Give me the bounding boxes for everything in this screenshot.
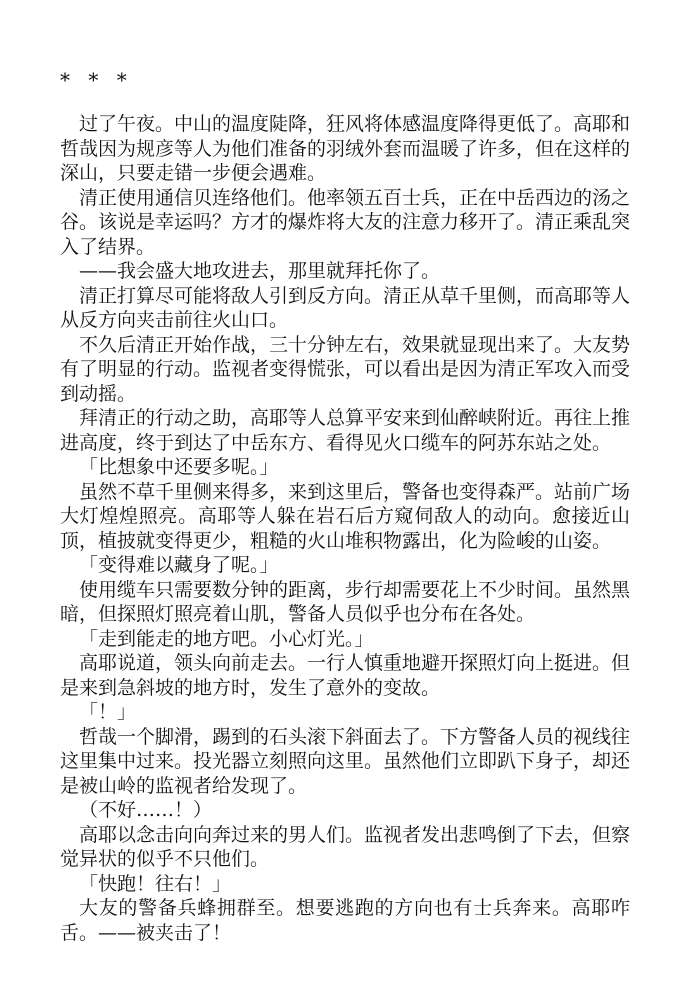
paragraph: 大友的警备兵蜂拥群至。想要逃跑的方向也有士兵奔来。高耶咋舌。——被夹击了！ xyxy=(60,897,630,944)
paragraph: 高耶说道，领头向前走去。一行人慎重地避开探照灯向上挺进。但是来到急斜坡的地方时，发生了意外的变故。 xyxy=(60,652,631,699)
paragraph: 使用缆车只需要数分钟的距离，步行却需要花上不少时间。虽然黑暗，但探照灯照亮着山肌，警备人员似乎也分布在各处。 xyxy=(60,578,631,625)
inner-thought-line: （不好……！） xyxy=(79,799,213,821)
document-page xyxy=(60,68,630,945)
paragraph: 拜清正的行动之助，高耶等人总算平安来到仙醉峡附近。再往上推进高度，终于到达了中岳东方、看得见火口缆车的阿苏东站之处。 xyxy=(60,407,631,454)
paragraph: 哲哉一个脚滑，踢到的石头滚下斜面去了。下方警备人员的视线往这里集中过来。投光器立刻照向这里。虽然他们立即趴下身子，却还是被山岭的监视者给发现了。 xyxy=(60,725,631,797)
dialogue-line: 「快跑！往右！」 xyxy=(79,872,232,895)
paragraph: 不久后清正开始作战，三十分钟左右，效果就显现出来了。大友势有了明显的行动。监视者变得慌张，可以看出是因为清正军攻入而受到动摇。 xyxy=(60,333,631,405)
dialogue-line: 「变得难以藏身了呢。」 xyxy=(79,554,279,576)
paragraph: ——我会盛大地攻进去，那里就拜托你了。 xyxy=(79,260,441,282)
paragraph: 虽然不草千里侧来得多，来到这里后，警备也变得森严。站前广场大灯煌煌照亮。高耶等人躲在岩石后方窥伺敌人的动向。愈接近山顶，植披就变得更少，粗糙的火山堆积物露出，化为险峻的山姿。 xyxy=(60,480,631,552)
dialogue-line: 「比想象中还要多呢。」 xyxy=(79,456,279,478)
section-divider: * * * xyxy=(60,68,133,92)
paragraph: 高耶以念击向向奔过来的男人们。监视者发出悲鸣倒了下去，但察觉异状的似乎不只他们。 xyxy=(60,823,631,870)
paragraph: 清正使用通信贝连络他们。他率领五百士兵，正在中岳西边的汤之谷。该说是幸运吗？方才的爆炸将大友的注意力移开了。清正乘乱突入了结界。 xyxy=(60,186,631,258)
paragraph: 清正打算尽可能将敌人引到反方向。清正从草千里侧，而高耶等人从反方向夹击前往火山口。 xyxy=(60,284,631,331)
dialogue-line: 「走到能走的地方吧。小心灯光。」 xyxy=(79,627,374,650)
paragraph: 过了午夜。中山的温度陡降，狂风将体感温度降得更低了。高耶和哲哉因为规彦等人为他们准备的羽绒外套而温暖了许多，但在这样的深山，只要走错一步便会遇难。 xyxy=(60,113,631,184)
dialogue-line: 「！」 xyxy=(79,701,137,723)
